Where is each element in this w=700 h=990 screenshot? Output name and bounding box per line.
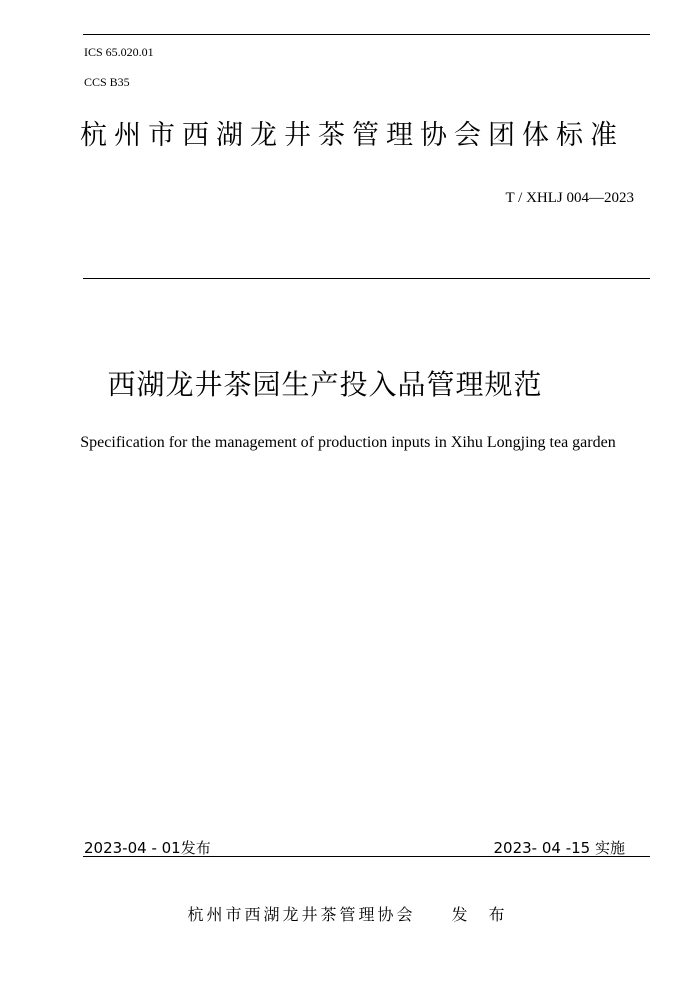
- publisher-name: 杭州市西湖龙井茶管理协会: [187, 905, 416, 924]
- publish-label: 发 布: [451, 905, 513, 924]
- date-divider: [83, 856, 650, 857]
- implementation-date: 2023- 04 -15: [493, 839, 591, 857]
- implementation-date-block: [493, 837, 625, 858]
- issue-label: 发布: [180, 839, 211, 857]
- ics-code: ICS 65.020.01: [84, 45, 154, 59]
- ccs-code: CCS B35: [84, 75, 130, 89]
- issue-date-block: [84, 837, 211, 858]
- issue-date: 2023-04 - 01: [84, 839, 181, 857]
- top-divider: [83, 34, 650, 35]
- header-divider: [83, 278, 650, 279]
- document-title-chinese: 西湖龙井茶园生产投入品管理规范: [107, 368, 543, 401]
- organization-standard-heading: 杭州市西湖龙井茶管理协会团体标准: [80, 120, 624, 151]
- document-title-english: Specification for the management of production inputs in Xihu Longjing tea garden: [80, 434, 616, 451]
- publisher-line: [0, 902, 700, 925]
- implementation-label: 实施: [594, 839, 625, 857]
- standard-number: T / XHLJ 004—2023: [505, 190, 634, 206]
